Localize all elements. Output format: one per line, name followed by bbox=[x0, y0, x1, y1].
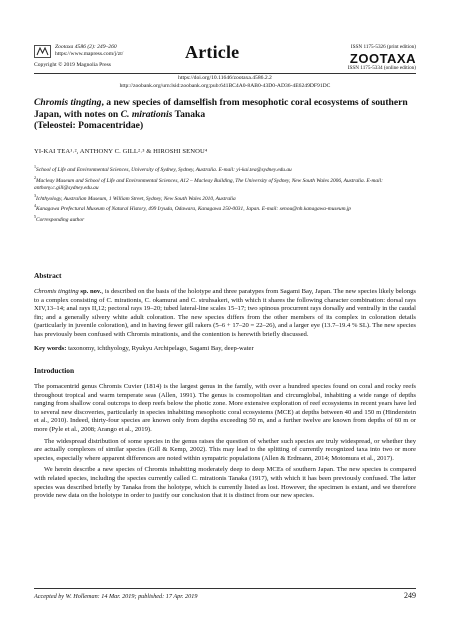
affiliation-item: $^4$Kanagawa Prefectural Museum of Natural History, 499 Iryuda, Odawara, Kanagawa 250-0031, Japan. E-mail: senou@nh.kanagawa-museum.jp bbox=[34, 203, 352, 213]
article-label: Article bbox=[185, 42, 240, 62]
title-species2: C. mirationis bbox=[120, 108, 173, 120]
affiliation-item: $^2$Macleay Museum and School of Life and Environmental Sciences, A12 – Macleay Building, The University of Sydney, New South Wales 2006, Australia. E-mail: anthony.c.gill@sydney.edu.au bbox=[34, 174, 383, 191]
doi-block bbox=[34, 74, 416, 90]
abstract-text: , is described on the basis of the holotype and three paratypes from Sagami Bay, Japan. The new species likely belongs to a complex consisting of C. mirationis, C. okamurai and C. struhsakeri, with which it shares the following character combination: dorsal rays XIV,13–14; anal rays II,12; pectoral rays 19–20; tubed lateral-line scales 15–17; two spinous procurrent rays dorsally and ventrally in the caudal fin; and a generally silvery white adult coloration. The new species differs from the other members of its complex in coloration details (particularly in juvenile coloration), and in having fewer gill rakers (5–6 + 17–20 = 22–26), and a larger eye (13.7–19.4 % SL). The new species has previously been confused with Chromis mirationis, and the contention is herewith briefly discussed. bbox=[34, 288, 416, 338]
title-rest: , a new species of damselfish from mesophotic coral ecosystems of southern Japan, with notes on bbox=[34, 97, 408, 120]
affiliation-item: $^1$School of Life and Environmental Sciences, University of Sydney, Sydney, Australia. E-mail: yi-kai.tea@sydney.edu.au bbox=[34, 164, 292, 173]
author-list: YI-KAI TEA¹˒², ANTHONY C. GILL²˒³ & HIROSHI SENOU⁴ bbox=[34, 148, 208, 155]
copyright: Copyright © 2019 Magnolia Press bbox=[34, 62, 111, 69]
abstract-body bbox=[34, 288, 416, 340]
intro-paragraph: We herein describe a new species of Chromis inhabiting moderately deep to deep MCEs of southern Japan. The new species is compared with related species, including the species currently called C. mirationis Tanaka (1917), with which it has been previously confused. The latter species was described briefly by Tanaka from the holotype, which is currently listed as lost. However, the specimen is extant, and we therefore provide new data on the holotype in order to justify our conclusion that it is distinct from our new species. bbox=[34, 466, 416, 500]
affiliations bbox=[34, 163, 416, 224]
title-species: Chromis tingting bbox=[34, 97, 102, 108]
issn-online: ISSN 1175-5334 (online edition) bbox=[347, 64, 416, 71]
paper-title bbox=[34, 97, 416, 132]
journal-url[interactable]: https://www.mapress.com/j/zt/ bbox=[55, 51, 124, 58]
journal-volume: Zootaxa 4586 (2): 249–260 bbox=[55, 44, 117, 50]
abstract-spnov: sp. nov. bbox=[78, 288, 102, 295]
accepted-line: Accepted by W. Holleman: 14 Mar. 2019; published: 17 Apr. 2019 bbox=[34, 593, 198, 600]
affiliation-item: $^5$Corresponding author bbox=[34, 214, 85, 223]
title-author: Tanaka bbox=[172, 108, 206, 120]
intro-paragraph: The pomacentrid genus Chromis Cuvier (1814) is the largest genus in the family, with over a hundred species found on coral and rocky reefs throughout tropical and warm temperate seas (Allen, 1991). The genus is cosmopolitan and circumglobal, inhabiting a wide range of depths ranging from shallow coral outcrops to deep reefs below the photic zone. More extensive exploration of reef ecosystems in recent years have led to several new discoveries, particularly in species inhabiting mesophotic coral ecosystems (MCE) at depths between 40 and 150 m (Hinderstein et al., 2010). Indeed, thirty-four species are known only from depths exceeding 50 m, and a further twelve are known from depths of 60 m or more (Pyle et al., 2008; Arango et al., 2019). bbox=[34, 383, 416, 433]
keywords-label: Key words: bbox=[34, 345, 67, 352]
issn-print: ISSN 1175-5326 (print edition) bbox=[350, 44, 416, 50]
abstract-heading: Abstract bbox=[34, 271, 62, 280]
doi-link[interactable]: https://doi.org/10.11646/zootaxa.4586.2.2 bbox=[178, 75, 272, 81]
zootaxa-logo: ZOOTAXA bbox=[349, 50, 416, 66]
lsid-link[interactable]: http://zoobank.org/urn:lsid:zoobank.org:pub:641BC4A0-8AB0-43D0-AD36-4E6249DF91DC bbox=[119, 83, 331, 89]
page-number: 249 bbox=[404, 591, 416, 600]
affiliation-item: $^3$Ichthyology, Australian Museum, 1 William Street, Sydney, New South Wales 2010, Australia bbox=[34, 192, 236, 202]
title-line3: (Teleostei: Pomacentridae) bbox=[34, 120, 144, 132]
keywords bbox=[34, 345, 416, 354]
keywords-text: taxonomy, ichthyology, Ryukyu Archipelago, Sagami Bay, deep-water bbox=[66, 345, 254, 352]
magnolia-press-logo bbox=[34, 45, 51, 58]
introduction-heading: Introduction bbox=[34, 366, 75, 375]
intro-paragraph: The widespread distribution of some species in the genus raises the question of whether such species are truly widespread, or whether they are actually complexes of similar species (Gill & Kemp, 2002). This may lead to the splitting of currently recognized taxa into two or more species, especially where apparent differences are noted within sympatric populations (Allen & Erdmann, 2014; Motomura et al., 2017). bbox=[34, 437, 416, 462]
footer-rule bbox=[34, 588, 416, 589]
introduction-body bbox=[34, 383, 416, 504]
issn-block bbox=[306, 44, 416, 71]
journal-header bbox=[34, 44, 174, 70]
abstract-species: Chromis tingting bbox=[34, 288, 79, 295]
